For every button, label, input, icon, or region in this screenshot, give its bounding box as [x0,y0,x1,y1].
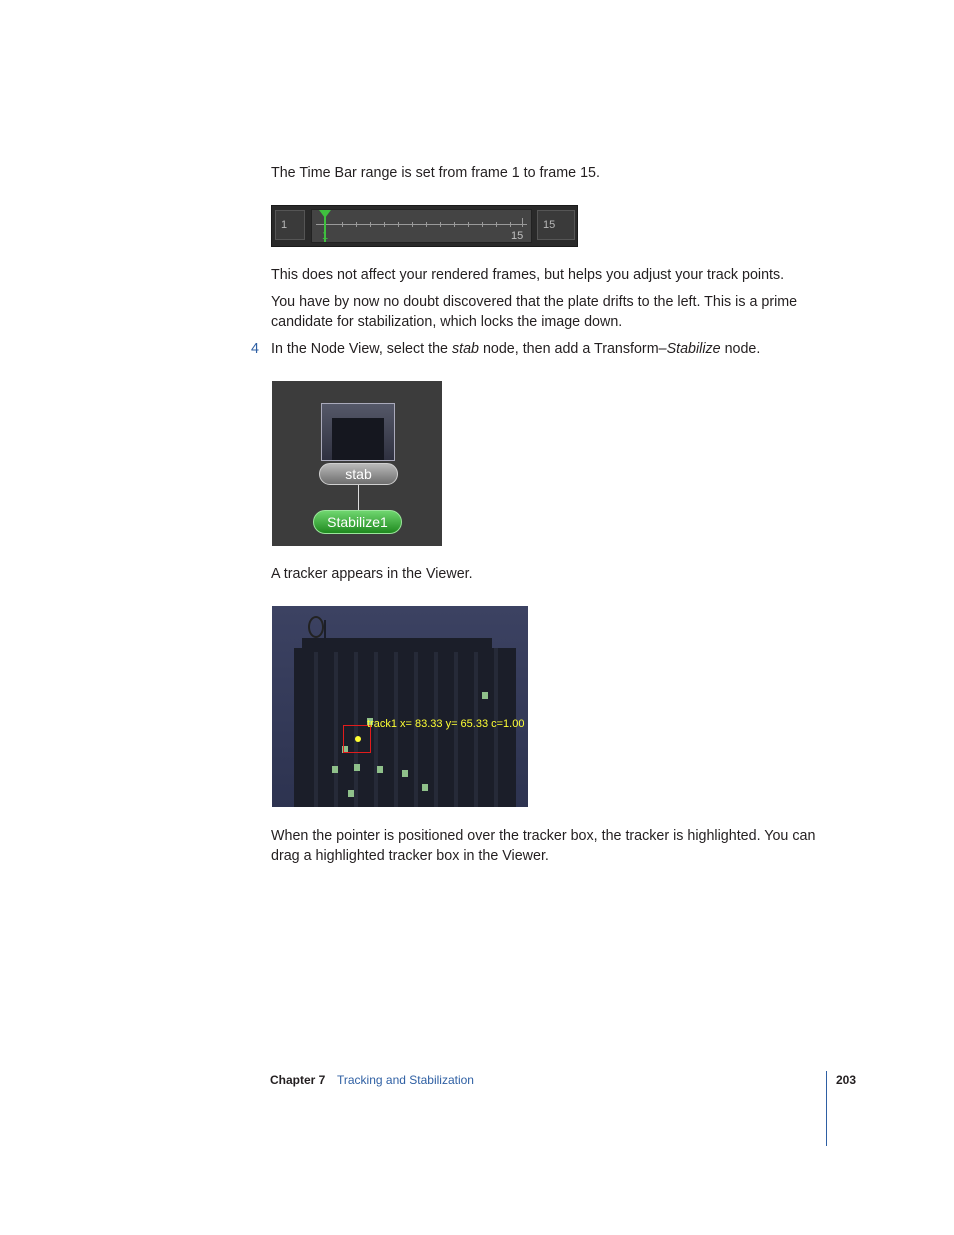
tick [412,222,413,227]
lit-window [482,692,488,699]
step-text-2: node, then add a Transform– [478,341,667,357]
step-text-3: node. [720,341,761,357]
tracker-point-icon[interactable] [355,736,361,742]
step-text-1: In the Node View, select the [271,341,452,357]
tick [426,222,427,227]
step-text-stab: stab [451,341,479,357]
lit-window [377,766,383,773]
paragraph-rendered-frames: This does not affect your rendered frames, but helps you adjust your track points. [271,267,785,283]
page-number: 203 [836,1073,857,1087]
end-tick [522,218,523,227]
paragraph-tracker-highlight: When the pointer is positioned over the tracker box, the tracker is highlighted. You can drag a highlighted tracker box in the Viewer. [271,828,816,864]
stab-node[interactable]: stab [319,463,398,485]
footer-chapter-title: Tracking and Stabilization [337,1073,474,1087]
playhead-marker-icon[interactable] [319,210,331,218]
footer-divider [826,1071,827,1146]
paragraph-tracker-appears: A tracker appears in the Viewer. [271,566,473,582]
tick [482,222,483,227]
tracker-label: track1 x= 83.33 y= 65.33 c=1.00 [367,718,525,730]
antenna-mast [324,620,326,640]
building-roof [302,638,492,652]
viewer-figure [272,606,528,807]
tick [510,222,511,227]
node-thumbnail [321,403,395,461]
time-bar-track[interactable] [311,209,532,243]
step-number: 4 [251,341,259,357]
tick [496,222,497,227]
node-link [358,485,359,510]
paragraph-step-4 [271,339,831,359]
time-bar-figure [271,205,578,247]
lit-window [422,784,428,791]
paragraph-timebar-intro: The Time Bar range is set from frame 1 to frame 15. [271,165,600,181]
end-frame-label: 15 [511,230,524,242]
building-column [314,648,318,807]
satellite-dish-icon [308,616,324,638]
lit-window [354,764,360,771]
paragraph-plate-drift: You have by now no doubt discovered that the plate drifts to the left. This is a prime candidate for stabilization, which locks the image down. [271,294,798,330]
tick [440,222,441,227]
current-frame-label: 1 [322,230,329,242]
step-text-stabilize: Stabilize [666,341,721,357]
start-frame-field[interactable]: 1 [275,210,305,240]
tick [398,222,399,227]
lit-window [348,790,354,797]
tick [384,222,385,227]
stabilize-node[interactable]: Stabilize1 [313,510,402,534]
tick [370,222,371,227]
tick [356,222,357,227]
thumbnail-building [332,418,384,460]
lit-window [332,766,338,773]
building-column [334,648,338,807]
tick [468,222,469,227]
tick [454,222,455,227]
end-frame-field[interactable]: 15 [537,210,575,240]
node-view-figure [272,381,442,546]
tick [342,222,343,227]
lit-window [402,770,408,777]
footer-chapter: Chapter 7 [270,1073,326,1087]
